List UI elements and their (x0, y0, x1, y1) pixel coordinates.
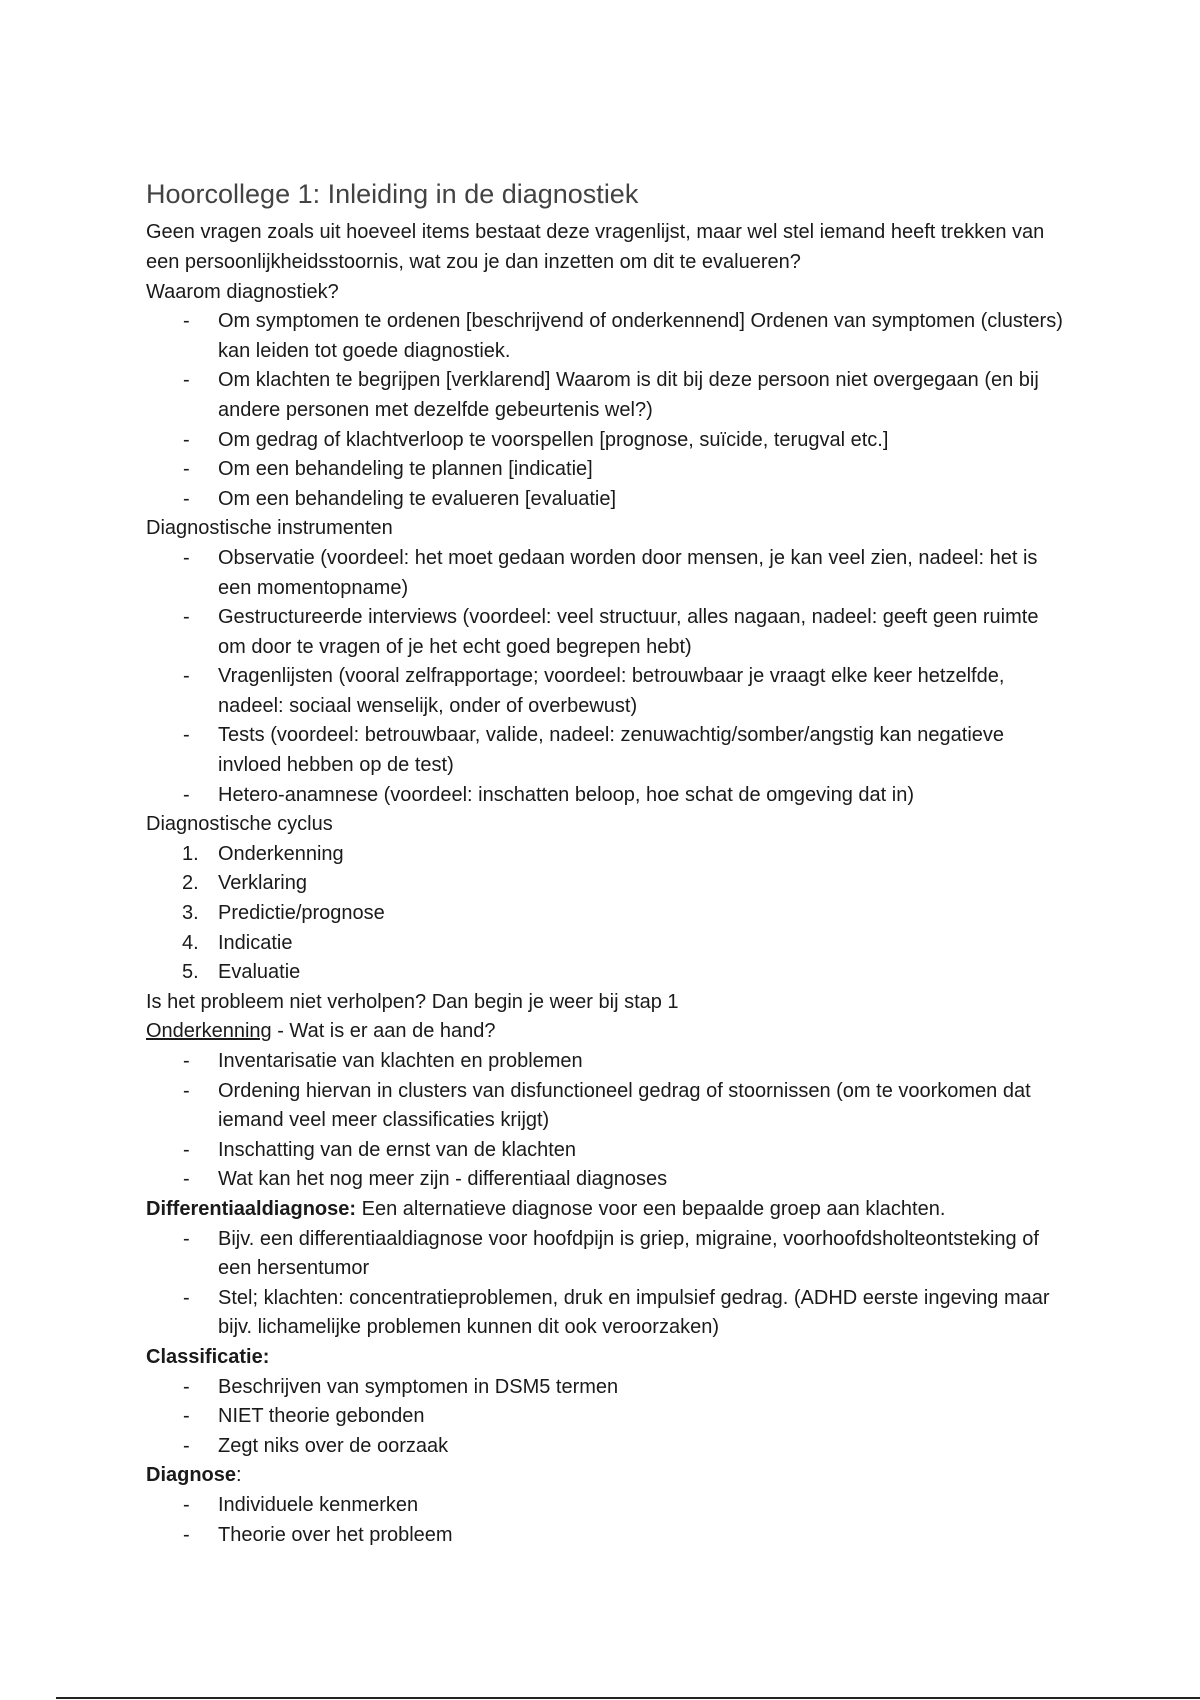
cyclus-heading: Diagnostische cyclus (146, 813, 333, 836)
number-marker: 4. (182, 931, 199, 954)
onderkenning-term: Onderkenning (146, 1020, 272, 1043)
list-item: - Individuele kenmerken (146, 1491, 1066, 1521)
differentiaal-heading: Differentiaaldiagnose: Een alternatieve diagnose voor een bepaalde groep aan klachten. (146, 1197, 946, 1220)
instrumenten-list (146, 544, 1066, 810)
dash-marker: - (183, 1168, 190, 1191)
list-item: - Tests (voordeel: betrouwbaar, valide, nadeel: zenuwachtig/somber/angstig kan negatieve invloed hebben op de test) (146, 721, 1066, 780)
list-item: - Vragenlijsten (vooral zelfrapportage; voordeel: betrouwbaar je vraagt elke keer hetzelfde, nadeel: sociaal wenselijk, onder of overbewust) (146, 662, 1066, 721)
list-item: - Wat kan het nog meer zijn - differentiaal diagnoses (146, 1165, 1066, 1195)
list-item: 2. Verklaring (146, 869, 1066, 899)
list-item: - Beschrijven van symptomen in DSM5 termen (146, 1373, 1066, 1403)
diagnose-term: Diagnose (146, 1464, 237, 1487)
number-marker: 3. (182, 902, 199, 925)
page-title: Hoorcollege 1: Inleiding in de diagnostiek (146, 179, 639, 209)
dash-marker: - (183, 1227, 190, 1250)
dash-marker: - (183, 783, 190, 806)
instrumenten-heading: Diagnostische instrumenten (146, 517, 393, 540)
dash-marker: - (183, 1286, 190, 1309)
dash-marker: - (183, 665, 190, 688)
dash-marker: - (183, 1434, 190, 1457)
list-item: - Om klachten te begrijpen [verklarend] Waarom is dit bij deze persoon niet overgegaan (en bij andere personen met dezelfde gebeurtenis wel?) (146, 366, 1066, 425)
cyclus-list (146, 840, 1066, 988)
list-item: 5. Evaluatie (146, 958, 1066, 988)
dash-marker: - (183, 458, 190, 481)
classificatie-term: Classificatie: (146, 1345, 270, 1368)
dash-marker: - (183, 1523, 190, 1546)
list-item: - Stel; klachten: concentratieproblemen, druk en impulsief gedrag. (ADHD eerste ingeving maar bijv. lichamelijke problemen kunnen dit ook veroorzaken) (146, 1284, 1066, 1343)
list-item: - Ordening hiervan in clusters van disfunctioneel gedrag of stoornissen (om te voorkomen dat iemand veel meer classificaties krijgt) (146, 1077, 1066, 1136)
list-item: 1. Onderkenning (146, 840, 1066, 870)
list-item: - Gestructureerde interviews (voordeel: veel structuur, alles nagaan, nadeel: geeft geen ruimte om door te vragen of je het echt goed begrepen hebt) (146, 603, 1066, 662)
dash-marker: - (183, 606, 190, 629)
dash-marker: - (183, 1050, 190, 1073)
list-item: - Observatie (voordeel: het moet gedaan worden door mensen, je kan veel zien, nadeel: het is een momentopname) (146, 544, 1066, 603)
list-item: - Zegt niks over de oorzaak (146, 1432, 1066, 1462)
list-item: - Om symptomen te ordenen [beschrijvend of onderkennend] Ordenen van symptomen (clusters) kan leiden tot goede diagnostiek. (146, 307, 1066, 366)
bottom-rule (56, 1697, 1200, 1699)
onderkenning-list (146, 1047, 1066, 1195)
differentiaal-list (146, 1225, 1066, 1343)
list-item: 4. Indicatie (146, 929, 1066, 959)
list-item: - Om een behandeling te evalueren [evaluatie] (146, 485, 1066, 515)
waarom-heading: Waarom diagnostiek? (146, 280, 339, 303)
onderkenning-heading: Onderkenning - Wat is er aan de hand? (146, 1020, 496, 1043)
classificatie-heading (146, 1343, 1066, 1373)
dash-marker: - (183, 369, 190, 392)
diagnose-list (146, 1491, 1066, 1550)
list-item: - Hetero-anamnese (voordeel: inschatten beloop, hoe schat de omgeving dat in) (146, 781, 1066, 811)
dash-marker: - (183, 487, 190, 510)
intro-paragraph: Geen vragen zoals uit hoeveel items bestaat deze vragenlijst, maar wel stel iemand heeft trekken van een persoonlijkheidsstoornis, wat zou je dan inzetten om dit te evalueren? (146, 221, 1045, 273)
number-marker: 2. (182, 872, 199, 895)
list-item: - Inschatting van de ernst van de klachten (146, 1136, 1066, 1166)
dash-marker: - (183, 428, 190, 451)
number-marker: 5. (182, 961, 199, 984)
diagnose-heading: Diagnose: (146, 1464, 242, 1487)
list-item: 3. Predictie/prognose (146, 899, 1066, 929)
list-item: - Theorie over het probleem (146, 1521, 1066, 1551)
dash-marker: - (183, 1138, 190, 1161)
list-item: - Om gedrag of klachtverloop te voorspellen [prognose, suïcide, terugval etc.] (146, 426, 1066, 456)
dash-marker: - (183, 310, 190, 333)
dash-marker: - (183, 1493, 190, 1516)
dash-marker: - (183, 1079, 190, 1102)
differentiaal-term: Differentiaaldiagnose: (146, 1197, 357, 1220)
list-item: - Om een behandeling te plannen [indicatie] (146, 455, 1066, 485)
list-item: - Bijv. een differentiaaldiagnose voor hoofdpijn is griep, migraine, voorhoofdsholteontsteking of een hersentumor (146, 1225, 1066, 1284)
list-item: - Inventarisatie van klachten en problemen (146, 1047, 1066, 1077)
document-page (146, 178, 1066, 1550)
classificatie-list (146, 1373, 1066, 1462)
cyclus-note: Is het probleem niet verholpen? Dan begin je weer bij stap 1 (146, 990, 679, 1013)
dash-marker: - (183, 1405, 190, 1428)
waarom-list (146, 307, 1066, 514)
dash-marker: - (183, 724, 190, 747)
number-marker: 1. (182, 842, 199, 865)
list-item: - NIET theorie gebonden (146, 1402, 1066, 1432)
dash-marker: - (183, 546, 190, 569)
dash-marker: - (183, 1375, 190, 1398)
